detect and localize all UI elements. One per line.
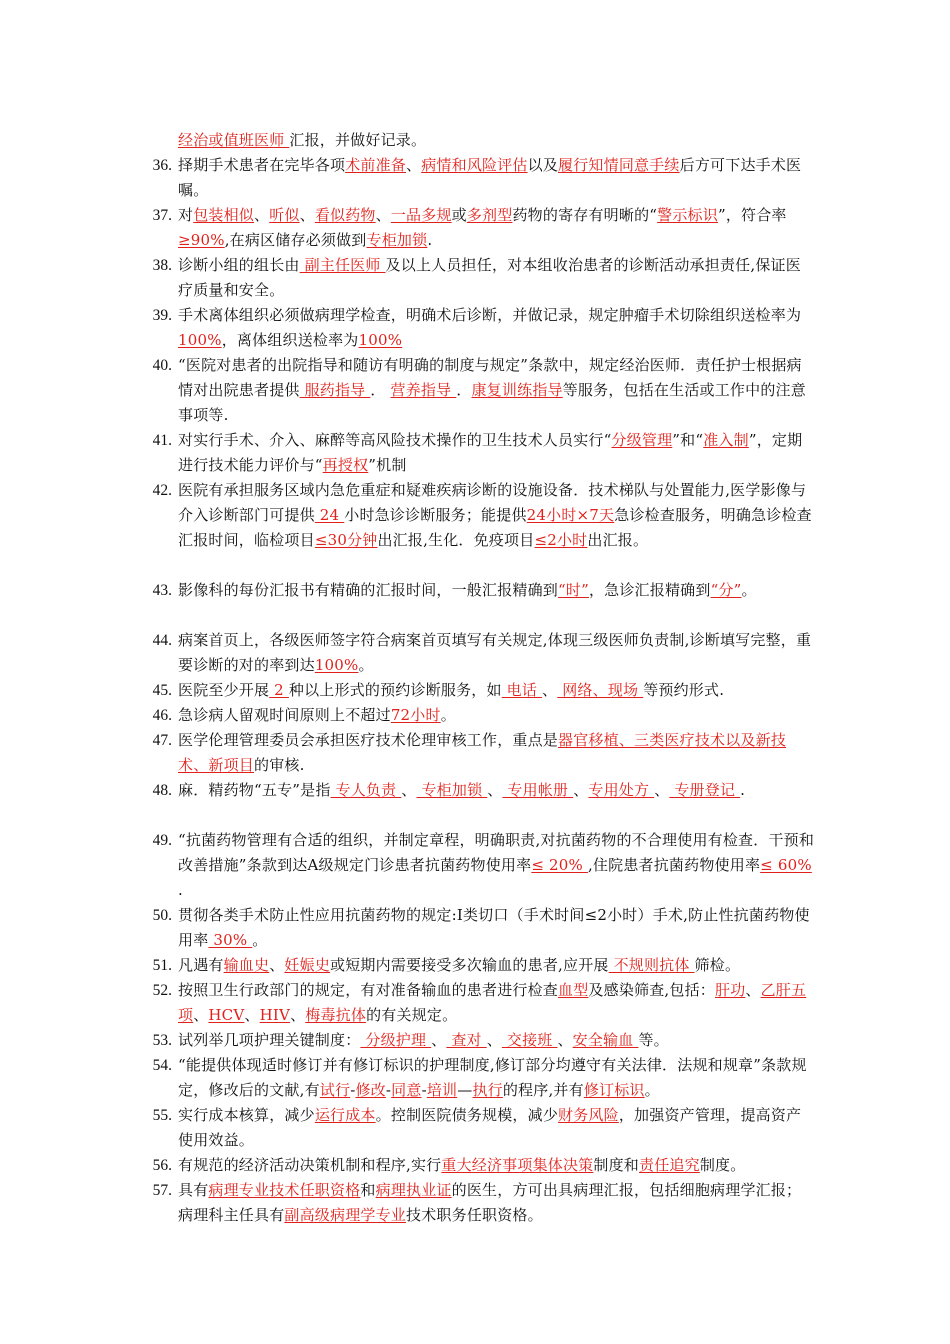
answer-blank: 乙肝五项	[178, 981, 807, 1024]
question-text: .	[178, 881, 183, 899]
question-text: 诊断小组的组长由	[178, 256, 300, 274]
answer-blank: 执行	[472, 1081, 503, 1099]
answer-blank: 同意	[391, 1081, 422, 1099]
question-text: 、	[193, 1006, 209, 1024]
answer-blank: 警示标识	[657, 206, 718, 224]
question-text: 技术职务任职资格。	[406, 1206, 543, 1224]
question-text: 医院至少开展	[178, 681, 270, 699]
question-text: 择期手术患者在完毕各项	[178, 156, 346, 174]
question-text: 贯彻各类手术防止性应用抗菌药物的规定:Ⅰ类切口（手术时间≤2小时）手术,防止性抗菌药物使用率	[178, 906, 810, 949]
question-text: 等预约形式.	[643, 681, 725, 699]
answer-blank: HIV	[259, 1006, 291, 1024]
question-text: 及以上人员担任，对本组收治患者的诊断活动承担责任,保证医疗质量和安全。	[178, 256, 801, 299]
answer-blank: 再授权	[322, 456, 369, 474]
question-text: ,住院患者抗菌药物使用率	[587, 856, 761, 874]
item-text	[178, 628, 816, 678]
answer-blank: 副高级病理学专业	[284, 1206, 407, 1224]
question-text: 制度。	[699, 1156, 746, 1174]
answer-blank: 肝功	[715, 981, 746, 999]
question-text: 及感染筛查,包括：	[588, 981, 715, 999]
question-text: 急诊检查服务，明确急诊检查汇报时间，临检项目	[178, 506, 812, 549]
answer-blank: ≤ 20%	[531, 856, 588, 874]
item-text	[178, 353, 816, 428]
item-text	[178, 253, 816, 303]
item-number: 37.	[152, 207, 172, 224]
question-text: -	[385, 1081, 392, 1099]
item-text	[178, 778, 816, 803]
question-text: 、	[487, 781, 503, 799]
question-text: “能提供体现适时修订并有修订标识的护理制度,修订部分均遵守有关法律．法规和规章”条款规定，修改后的文献,有	[178, 1056, 807, 1099]
question-text: 、	[401, 781, 417, 799]
item-number: 57.	[152, 1182, 172, 1199]
answer-blank: 梅毒抗体	[305, 1006, 367, 1024]
question-text: 的审核.	[254, 756, 305, 774]
question-text: “医院对患者的出院指导和随访有明确的制度与规定”条款中，规定经治医师．责任护士根据病情对出院患者提供	[178, 356, 802, 399]
item-number: 54.	[152, 1057, 172, 1074]
question-text: 的有关规定。	[366, 1006, 458, 1024]
question-text: 、	[486, 1031, 502, 1049]
question-text: 、	[375, 206, 391, 224]
question-text: 汇报，并做好记录。	[289, 131, 427, 149]
item-text	[178, 1053, 816, 1103]
question-text: 、	[431, 1031, 447, 1049]
question-text: 药物的寄存有明晰的“	[512, 206, 658, 224]
item-number: 40.	[152, 357, 172, 374]
question-text: 或短期内需要接受多次输血的患者,应开展	[330, 956, 609, 974]
item-text	[178, 903, 816, 953]
answer-blank: 24	[314, 506, 345, 524]
item-text	[178, 428, 816, 478]
answer-blank: 电话	[501, 681, 543, 699]
item-number: 47.	[152, 732, 172, 749]
answer-blank: 准入制	[703, 431, 749, 449]
item-number: 44.	[152, 632, 172, 649]
answer-blank: 服药指导	[299, 381, 371, 399]
answer-blank: 康复训练指导	[471, 381, 563, 399]
item-text	[178, 953, 816, 978]
answer-blank: 器官移植、三类医疗技术以及新技术、新项目	[178, 731, 787, 774]
answer-blank: “分”	[710, 581, 742, 599]
question-text: 的医生，方可出具病理汇报，包括细胞病理学汇报；病理科主任具有	[178, 1181, 802, 1224]
question-text: .	[740, 781, 746, 799]
question-text: 、	[557, 1031, 573, 1049]
question-text: 影像科的每份汇报书有精确的汇报时间，一般汇报精确到	[178, 581, 559, 599]
item-text	[178, 478, 816, 553]
answer-blank: 履行知情同意手续	[558, 156, 680, 174]
question-text: 手术离体组织必须做病理学检查，明确术后诊断，并做记录，规定肿瘤手术切除组织送检率为	[178, 306, 802, 324]
question-text: 病案首页上，各级医师签字符合病案首页填写有关规定,体现三级医师负责制,诊断填写完整，重要诊断的对的率到达	[178, 631, 812, 674]
answer-blank: 一品多规	[390, 206, 452, 224]
item-number: 49.	[152, 832, 172, 849]
answer-blank: 输血史	[223, 956, 270, 974]
question-text: 筛检。	[694, 956, 741, 974]
item-number: 53.	[152, 1032, 172, 1049]
question-text: 医学伦理管理委员会承担医疗技术伦理审核工作，重点是	[178, 731, 559, 749]
question-text: 制度和	[593, 1156, 639, 1174]
item-text	[178, 678, 816, 703]
question-text: 、	[290, 1006, 306, 1024]
item-text	[178, 1178, 816, 1228]
answer-blank: 培训	[426, 1081, 458, 1099]
answer-blank: 专用处方	[588, 781, 655, 799]
answer-blank: 病情和风险评估	[421, 156, 528, 174]
question-text: 、	[254, 206, 270, 224]
answer-blank: HCV	[208, 1006, 245, 1024]
question-text: ．	[456, 381, 472, 399]
question-text: ”机制	[368, 456, 407, 474]
question-text: 、	[299, 206, 315, 224]
question-text: 和	[360, 1181, 376, 1199]
question-text: 麻．精药物“五专”是指	[178, 781, 331, 799]
item-text	[178, 303, 816, 353]
answer-blank: 100%	[314, 656, 359, 674]
answer-blank: 专用帐册	[502, 781, 574, 799]
question-text: 按照卫生行政部门的规定，有对准备输血的患者进行检查	[178, 981, 559, 999]
question-text: 实行成本核算，减少	[178, 1106, 315, 1124]
question-text: ”，符合率	[717, 206, 787, 224]
answer-blank: 72小时	[390, 706, 441, 724]
question-text: 对实行手术、介入、麻醉等高风险技术操作的卫生技术人员实行“	[178, 431, 612, 449]
answer-blank: 妊娠史	[284, 956, 331, 974]
answer-blank: 专人负责	[330, 781, 402, 799]
question-text: 以及	[527, 156, 559, 174]
item-number: 43.	[152, 582, 172, 599]
answer-blank: ≤30分钟	[314, 531, 378, 549]
question-text: 。	[358, 656, 374, 674]
answer-blank: 100%	[358, 331, 403, 349]
question-text: ”，定期进行技术能力评价与“	[178, 431, 803, 474]
item-text	[178, 1028, 816, 1053]
question-text: 。	[252, 931, 268, 949]
question-text: 后方可下达手术医嘱。	[178, 156, 802, 199]
question-text: 、	[244, 1006, 260, 1024]
answer-blank: 术前准备	[345, 156, 407, 174]
question-text: 、	[269, 956, 285, 974]
question-text: 具有	[178, 1181, 209, 1199]
question-text: 、	[654, 781, 670, 799]
question-text: 。	[440, 706, 456, 724]
question-text: 、	[542, 681, 558, 699]
item-number: 45.	[152, 682, 172, 699]
answer-blank: 专册登记	[669, 781, 741, 799]
question-text: 、	[745, 981, 761, 999]
question-text: -	[421, 1081, 427, 1099]
question-text: ”和“	[672, 431, 704, 449]
answer-blank: 经治或值班医师	[178, 131, 290, 149]
question-text: 或	[451, 206, 467, 224]
answer-blank: 专柜加锁	[366, 231, 428, 249]
answer-blank: 试行	[319, 1081, 351, 1099]
item-number: 36.	[152, 157, 172, 174]
answer-blank: 分级护理	[360, 1031, 432, 1049]
question-text: 。控制医院债务规模，减少	[375, 1106, 559, 1124]
answer-blank: 24小时×7天	[526, 506, 615, 524]
question-text: 出汇报,生化．免疫项目	[377, 531, 535, 549]
answer-blank: 财务风险	[558, 1106, 619, 1124]
item-number: 42.	[152, 482, 172, 499]
question-text: 有规范的经济活动决策机制和程序,实行	[178, 1156, 442, 1174]
answer-blank: 查对	[446, 1031, 487, 1049]
answer-blank: 交接班	[501, 1031, 558, 1049]
item-number: 46.	[152, 707, 172, 724]
answer-blank: 重大经济事项集体决策	[441, 1156, 594, 1174]
item-text	[178, 828, 816, 903]
answer-blank: 2	[269, 681, 289, 699]
answer-blank: 30%	[208, 931, 253, 949]
answer-blank: 网络、现场	[557, 681, 644, 699]
item-text	[178, 128, 816, 153]
item-number: 39.	[152, 307, 172, 324]
answer-blank: 修订标识	[583, 1081, 645, 1099]
answer-blank: ≥90%	[178, 231, 225, 249]
answer-blank: 营养指导	[390, 381, 457, 399]
question-text: 等服务，包括在生活或工作中的注意事项等.	[178, 381, 806, 424]
answer-blank: 多剂型	[466, 206, 513, 224]
question-text: 、	[406, 156, 422, 174]
question-text: “抗菌药物管理有合适的组织，并制定章程，明确职责,对抗菌药物的不合理使用有检查．干预和改善措施”条款到达A级规定门诊患者抗菌药物使用率	[178, 831, 815, 874]
item-number: 52.	[152, 982, 172, 999]
question-text: -	[350, 1081, 356, 1099]
question-text: 的程序,并有	[502, 1081, 584, 1099]
answer-blank: 包装相似	[193, 206, 255, 224]
answer-blank: 安全输血	[572, 1031, 639, 1049]
item-text	[178, 1153, 816, 1178]
item-number: 55.	[152, 1107, 172, 1124]
item-number: 56.	[152, 1157, 172, 1174]
answer-blank: 责任追究	[639, 1156, 700, 1174]
answer-blank: 看似药物	[314, 206, 376, 224]
question-text: 凡遇有	[178, 956, 224, 974]
answer-blank: 专柜加锁	[416, 781, 488, 799]
item-number: 50.	[152, 907, 172, 924]
question-text: 急诊病人留观时间原则上不超过	[178, 706, 391, 724]
answer-blank: 分级管理	[611, 431, 673, 449]
answer-blank: 100%	[178, 331, 222, 349]
answer-blank: ≤ 60%	[760, 856, 812, 874]
item-text	[178, 703, 816, 728]
question-text: 对	[178, 206, 194, 224]
answer-blank: 病理执业证	[375, 1181, 452, 1199]
question-text: ，离体组织送检率为	[221, 331, 359, 349]
item-text	[178, 1103, 816, 1153]
answer-blank: 不规则抗体	[608, 956, 695, 974]
question-text: .	[427, 231, 433, 249]
question-text: 医院有承担服务区域内急危重症和疑难疾病诊断的设施设备．技术梯队与处置能力,医学影像与介入诊断部门可提供	[178, 481, 807, 524]
question-text: 出汇报。	[587, 531, 649, 549]
answer-blank: ≤2小时	[534, 531, 588, 549]
item-text	[178, 203, 816, 253]
item-text	[178, 728, 816, 778]
answer-blank: 血型	[558, 981, 589, 999]
question-text: 试列举几项护理关键制度：	[178, 1031, 361, 1049]
item-number: 51.	[152, 957, 172, 974]
question-text: 种以上形式的预约诊断服务，如	[288, 681, 502, 699]
answer-blank: 听似	[269, 206, 300, 224]
answer-blank: 运行成本	[314, 1106, 376, 1124]
answer-blank: 病理专业技术任职资格	[208, 1181, 361, 1199]
question-text: 小时急诊诊断服务；能提供	[344, 506, 527, 524]
question-text: ，加强资产管理，提高资产使用效益。	[178, 1106, 802, 1149]
question-text: ．	[370, 381, 391, 399]
item-number: 38.	[152, 257, 172, 274]
answer-blank: “时”	[558, 581, 589, 599]
question-text: ,在病区储存必须做到	[224, 231, 367, 249]
question-text: 等。	[638, 1031, 669, 1049]
item-number: 48.	[152, 782, 172, 799]
item-text	[178, 578, 816, 603]
answer-blank: 修改	[355, 1081, 386, 1099]
item-text	[178, 978, 816, 1028]
item-text	[178, 153, 816, 203]
question-text: 。	[644, 1081, 660, 1099]
question-text: —	[457, 1081, 473, 1099]
answer-blank: 副主任医师	[299, 256, 386, 274]
question-text: 。	[741, 581, 757, 599]
question-text: 、	[573, 781, 589, 799]
question-text: ，急诊汇报精确到	[588, 581, 711, 599]
item-number: 41.	[152, 432, 172, 449]
